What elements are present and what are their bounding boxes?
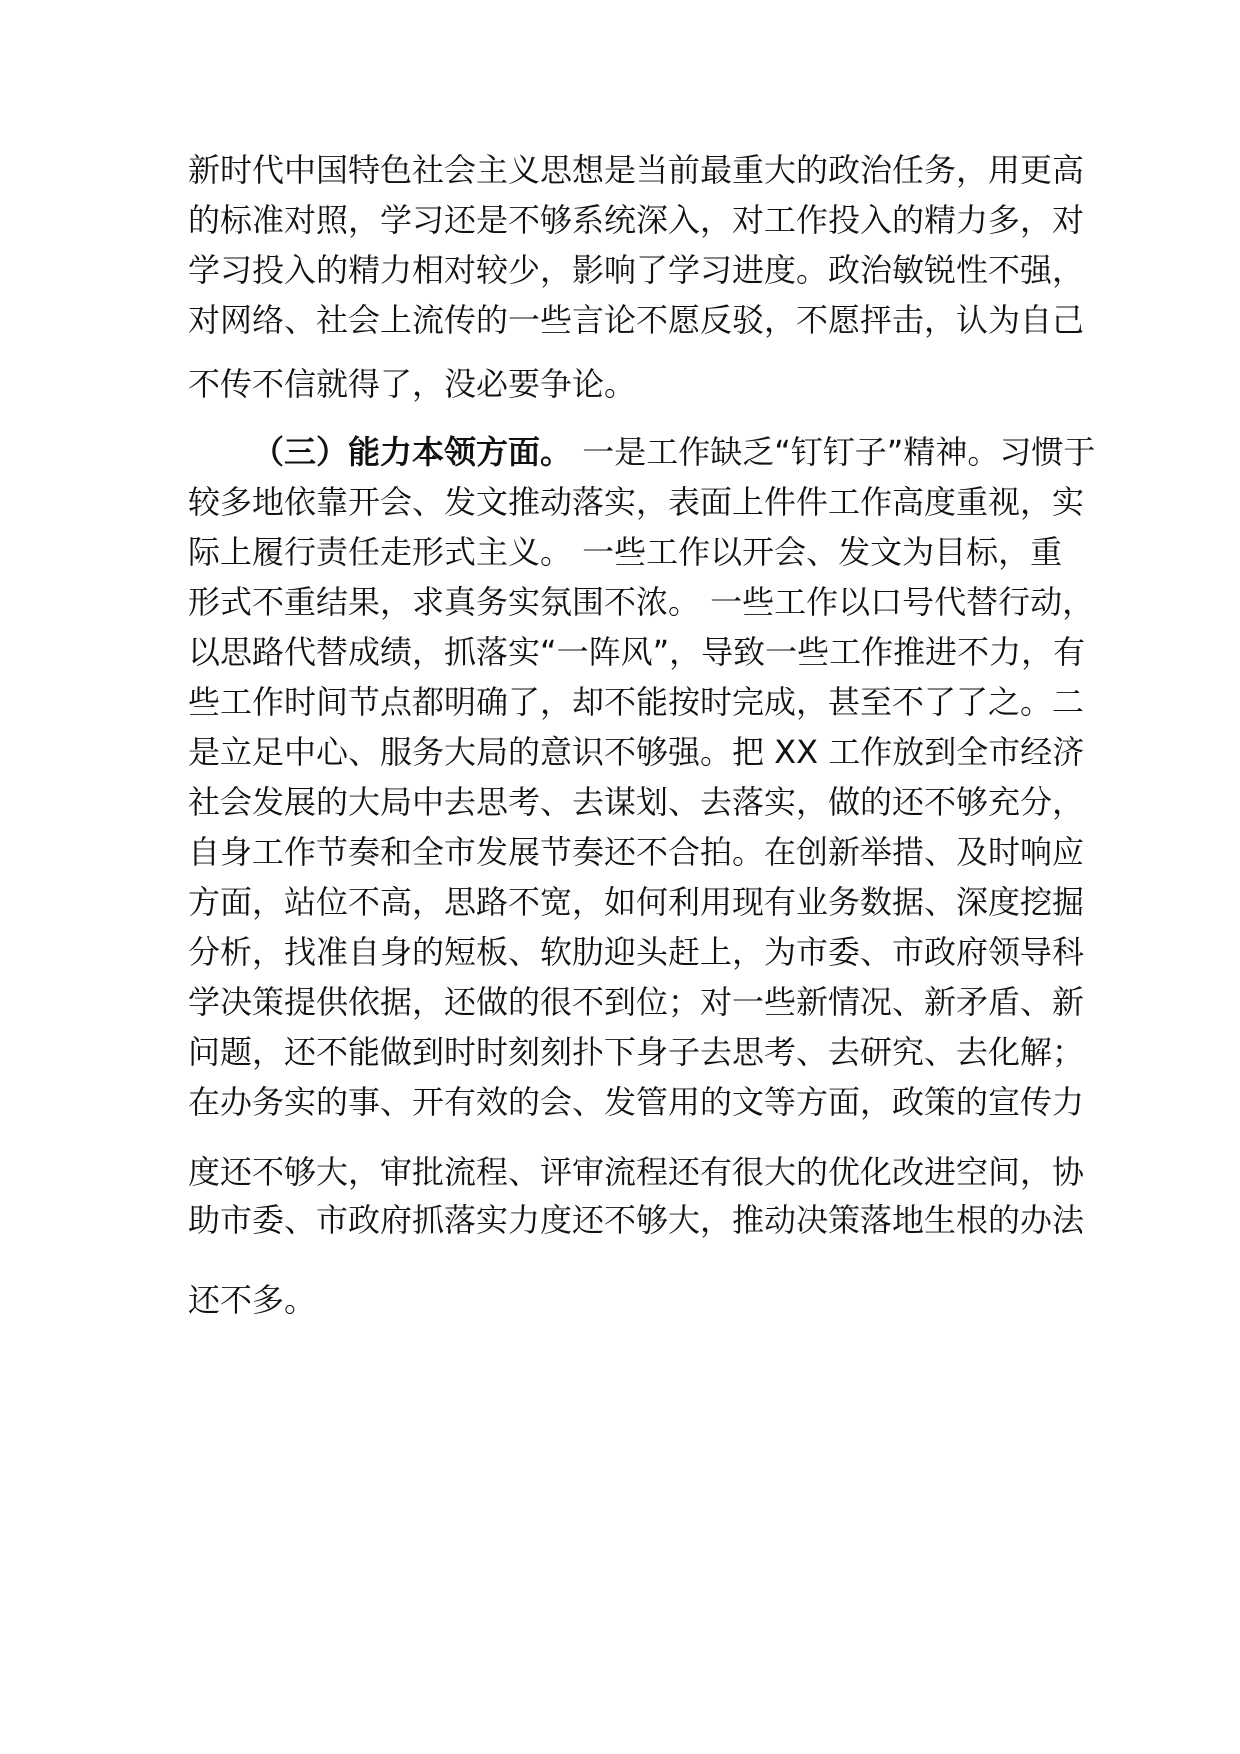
paragraph-line: 较多地依靠开会、发文推动落实，表面上件件工作高度重视，实 — [188, 483, 1085, 521]
paragraph-line: 助市委、市政府抓落实力度还不够大，推动决策落地生根的办法 — [188, 1201, 1085, 1239]
paragraph-line: 还不多。 — [188, 1281, 317, 1319]
paragraph-line: 问题，还不能做到时时刻刻扑下身子去思考、去研究、去化解； — [188, 1033, 1085, 1071]
paragraph-line: 学习投入的精力相对较少，影响了学习进度。政治敏锐性不强， — [188, 251, 1085, 289]
paragraph-line: 社会发展的大局中去思考、去谋划、去落实，做的还不够充分， — [188, 783, 1085, 821]
paragraph-line: 不传不信就得了，没必要争论。 — [188, 365, 637, 403]
paragraph-line: 方面，站位不高，思路不宽，如何利用现有业务数据、深度挖掘 — [188, 883, 1085, 921]
paragraph-line: 形式不重结果，求真务实氛围不浓。 一些工作以口号代替行动， — [188, 583, 1095, 621]
paragraph-line: 度还不够大，审批流程、评审流程还有很大的优化改进空间，协 — [188, 1153, 1085, 1191]
paragraph-line: 是立足中心、服务大局的意识不够强。把 XX 工作放到全市经济 — [188, 733, 1085, 771]
paragraph-text: 一是工作缺乏“钉钉子”精神。习惯于 — [572, 433, 1096, 471]
section-heading: （三）能力本领方面。 — [252, 433, 573, 471]
paragraph-line: 学决策提供依据，还做的很不到位；对一些新情况、新矛盾、新 — [188, 983, 1085, 1021]
paragraph-line: 在办务实的事、开有效的会、发管用的文等方面，政策的宣传力 — [188, 1083, 1085, 1121]
paragraph-line: 新时代中国特色社会主义思想是当前最重大的政治任务，用更高 — [188, 151, 1085, 189]
paragraph-first-line — [252, 430, 1152, 474]
paragraph-line: 的标准对照，学习还是不够系统深入，对工作投入的精力多，对 — [188, 201, 1085, 239]
paragraph-line: 分析，找准自身的短板、软肋迎头赶上，为市委、市政府领导科 — [188, 933, 1085, 971]
paragraph-line: 自身工作节奏和全市发展节奏还不合拍。在创新举措、及时响应 — [188, 833, 1085, 871]
paragraph-line: 以思路代替成绩，抓落实“一阵风”，导致一些工作推进不力，有 — [188, 633, 1086, 671]
paragraph-line: 对网络、社会上流传的一些言论不愿反驳，不愿抨击，认为自己 — [188, 301, 1085, 339]
paragraph-line: 际上履行责任走形式主义。 一些工作以开会、发文为目标，重 — [188, 533, 1063, 571]
paragraph-line: 些工作时间节点都明确了，却不能按时完成，甚至不了了之。二 — [188, 683, 1085, 721]
